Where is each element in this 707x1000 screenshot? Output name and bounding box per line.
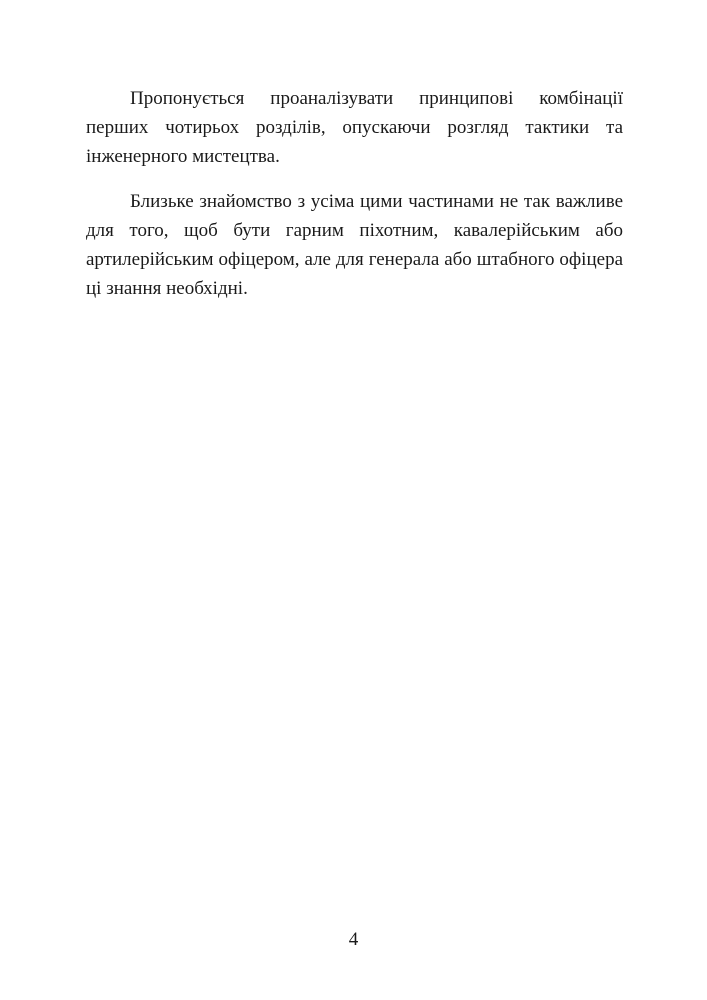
body-text: [86, 84, 623, 319]
paragraph: Пропонується проаналізувати принципові комбінації перших чотирьох розділів, опускаючи розгляд тактики та інженерного мистецтва.: [86, 88, 623, 167]
page-number: 4: [348, 929, 359, 950]
paragraph: Близьке знайомство з усіма цими частинами не так важливе для того, щоб бути гарним піхотним, кавалерійським або артилерійським офіцером, але для генерала або штабного офіцера ці знання необхідні.: [86, 191, 623, 299]
